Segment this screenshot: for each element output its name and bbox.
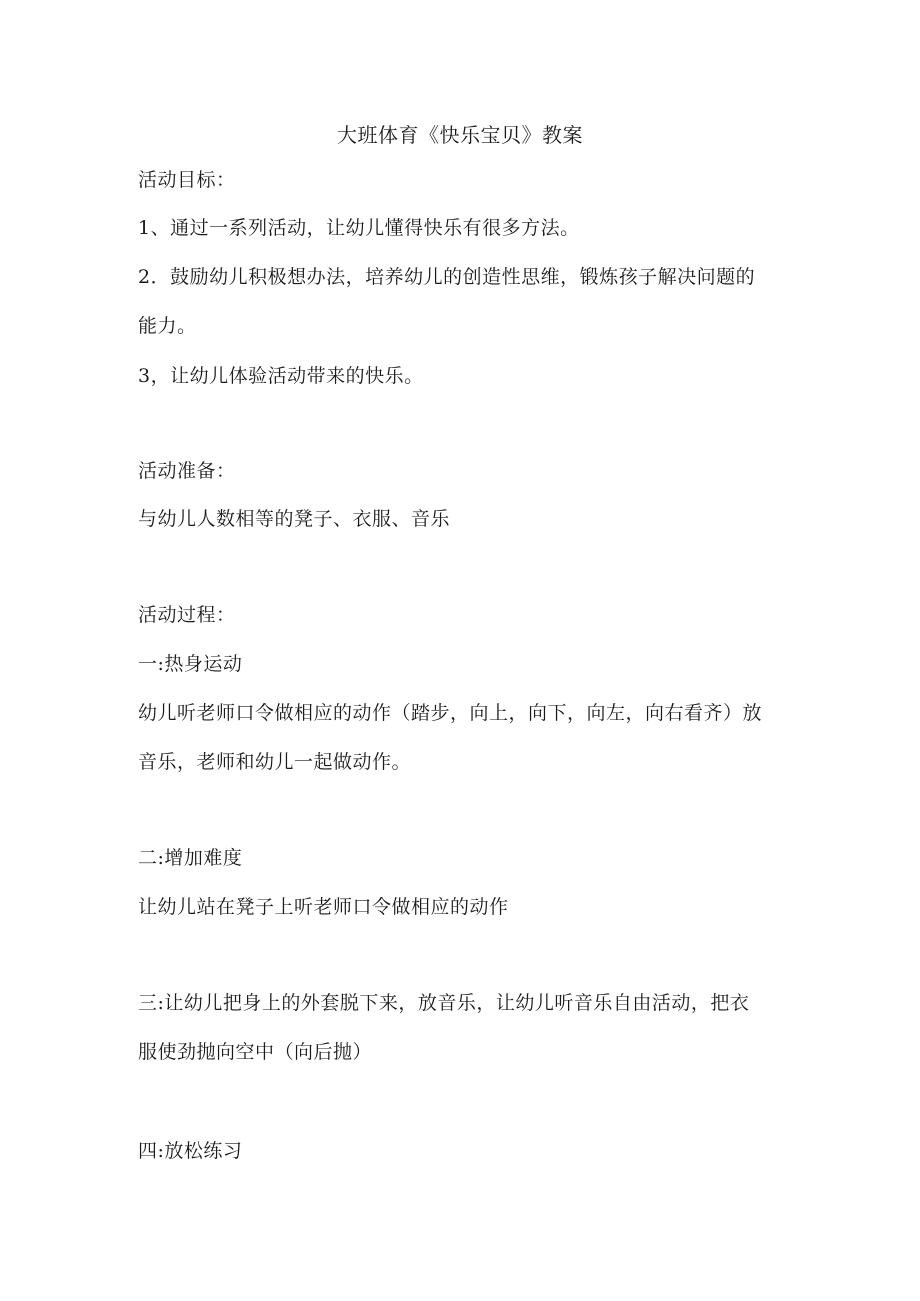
goal-item-2-continued: 能力。 bbox=[138, 315, 197, 337]
goal-item-1: 1、通过一系列活动，让幼儿懂得快乐有很多方法。 bbox=[138, 217, 580, 239]
step1-line-2: 音乐，老师和幼儿一起做动作。 bbox=[138, 751, 412, 773]
preparation-text: 与幼儿人数相等的凳子、衣服、音乐 bbox=[138, 508, 451, 530]
step2-text: 让幼儿站在凳子上听老师口令做相应的动作 bbox=[138, 896, 509, 918]
step1-line-1: 幼儿听老师口令做相应的动作（踏步，向上，向下，向左，向右看齐）放 bbox=[138, 702, 763, 724]
step4-title: 四:放松练习 bbox=[138, 1140, 243, 1162]
goal-item-3: 3，让幼儿体验活动带来的快乐。 bbox=[138, 365, 424, 387]
process-heading: 活动过程： bbox=[138, 604, 236, 626]
step3-line-1: 三:让幼儿把身上的外套脱下来，放音乐，让幼儿听音乐自由活动，把衣 bbox=[138, 992, 750, 1014]
step2-title: 二:增加难度 bbox=[138, 847, 243, 869]
step1-title: 一:热身运动 bbox=[138, 653, 243, 675]
goal-item-2: 2．鼓励幼儿积极想办法，培养幼儿的创造性思维，锻炼孩子解决问题的 bbox=[138, 266, 756, 288]
document-title: 大班体育《快乐宝贝》教案 bbox=[337, 123, 583, 147]
goals-heading: 活动目标： bbox=[138, 169, 236, 191]
preparation-heading: 活动准备： bbox=[138, 460, 236, 482]
step3-line-2: 服使劲抛向空中（向后抛） bbox=[138, 1041, 373, 1063]
